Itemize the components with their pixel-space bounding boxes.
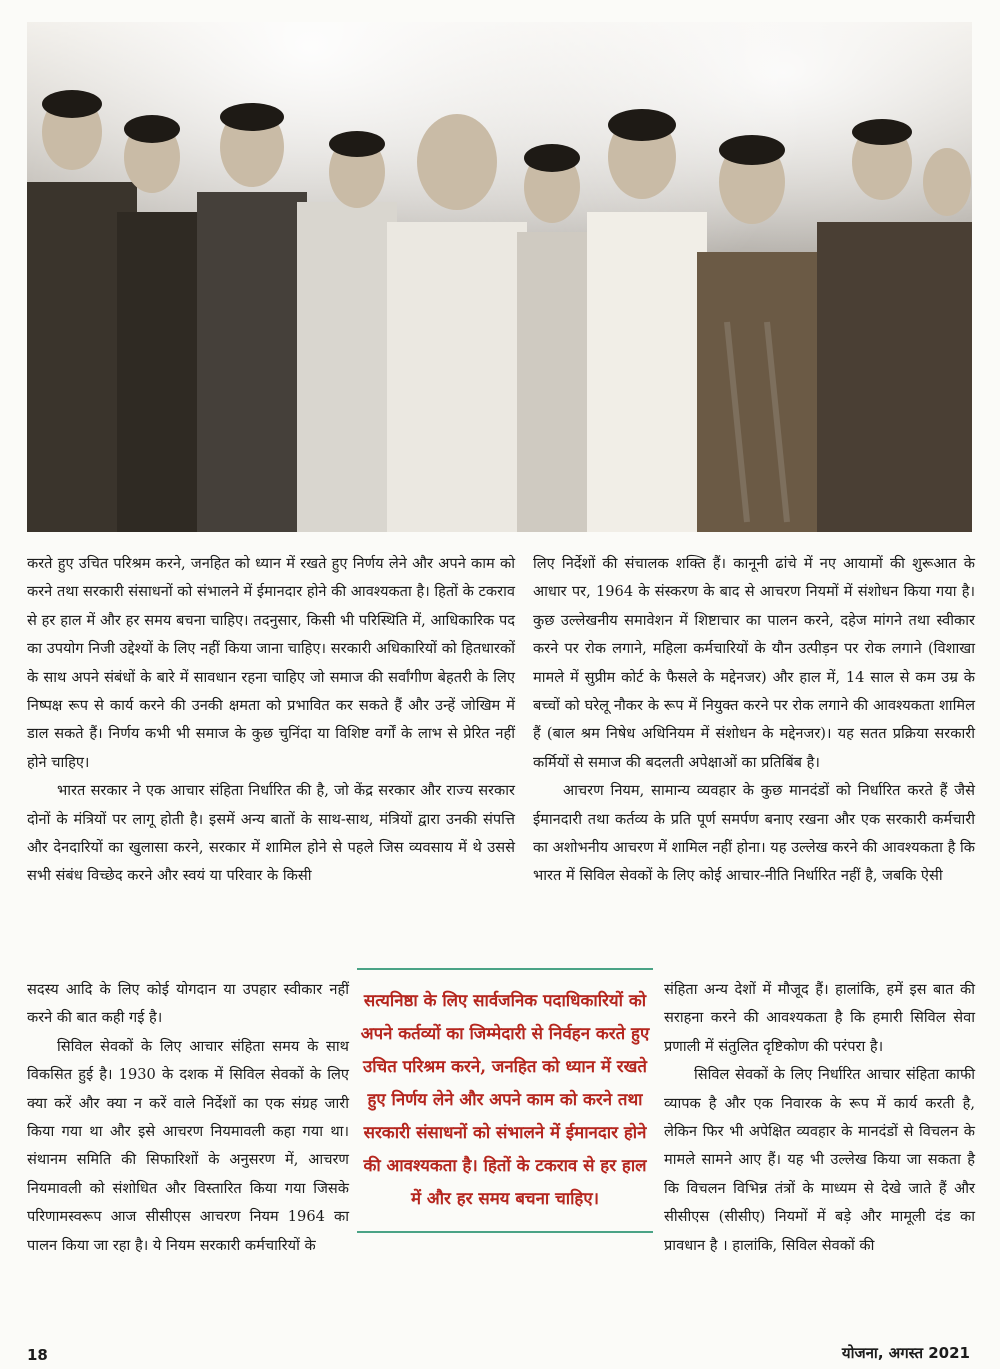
- page-number: 18: [27, 1346, 48, 1364]
- body-paragraph: सदस्य आदि के लिए कोई योगदान या उपहार स्वीकार नहीं करने की बात कही गई है।: [27, 981, 349, 1027]
- photo-figures-icon: [27, 22, 972, 532]
- right-column-lower: [664, 976, 975, 1260]
- left-column-top: [27, 550, 515, 891]
- body-paragraph: सिविल सेवकों के लिए निर्धारित आचार संहिता काफी व्यापक है और एक निवारक के रूप में कार्य करती है, लेकिन फिर भी अपेक्षित व्यवहार के मानदंडों से विचलन के मामले सामने आए हैं। यह भी उल्लेख किया जा सकता है कि विचलन विभिन्न तंत्रों के माध्यम से देखे जाते हैं और सीसीएस (सीसीए) नियमों में बड़े और मामूली दंड का प्रावधान है । हालांकि, सिविल सेवकों की: [664, 1066, 975, 1254]
- historical-group-photo: [27, 22, 972, 532]
- left-column-lower: [27, 976, 349, 1260]
- body-paragraph: आचरण नियम, सामान्य व्यवहार के कुछ मानदंडों को निर्धारित करते हैं जैसे ईमानदारी तथा कर्तव्य के प्रति पूर्ण समर्पण बनाए रखना और एक सरकारी कर्मचारी का अशोभनीय आचरण में शामिल नहीं होना। यह उल्लेख करने की आवश्यकता है कि भारत में सिविल सेवकों के लिए कोई आचार-नीति निर्धारित नहीं है, जबकि ऐसी: [533, 782, 975, 885]
- pull-quote: सत्यनिष्ठा के लिए सार्वजनिक पदाधिकारियों को अपने कर्तव्यों का जिम्मेदारी से निर्वहन करते हुए उचित परिश्रम करने, जनहित को ध्यान में रखते हुए निर्णय लेने और अपने काम को करने तथा सरकारी संसाधनों को संभालने में ईमानदार होने की आवश्यकता है। हितों के टकराव से हर हाल में और हर समय बचना चाहिए।: [357, 968, 653, 1233]
- body-paragraph: लिए निर्देशों की संचालक शक्ति हैं। कानूनी ढांचे में नए आयामों की शुरूआत के आधार पर, 1964 के संस्करण के बाद से आचरण नियमों में संशोधन किया गया है। कुछ उल्लेखनीय समावेशन में शिष्टाचार का पालन करने, दहेज मांगने तथा स्वीकार करने पर रोक लगाने, महिला कर्मचारियों के यौन उत्पीड़न पर रोक लगाने (विशाखा मामले में सुप्रीम कोर्ट के फैसले के मद्देनजर) और हाल में, 14 साल से कम उम्र के बच्चों को घरेलू नौकर के रूप में नियुक्त करने पर रोक लगाने की आवश्यकता शामिल हैं (बाल श्रम निषेध अधिनियम में संशोधन के मद्देनजर)। यह सतत प्रक्रिया सरकारी कर्मियों से समाज की बदलती अपेक्षाओं का प्रतिबिंब है।: [533, 555, 975, 771]
- right-column-top: [533, 550, 975, 891]
- body-paragraph: सिविल सेवकों के लिए आचार संहिता समय के साथ विकसित हुई है। 1930 के दशक में सिविल सेवकों के लिए क्या करें और क्या न करें वाले निर्देशों का एक संग्रह जारी किया गया था और इसे आचरण नियमावली कहा गया था। संथानम समिति की सिफारिशों के अनुसरण में, आचरण नियमावली को संशोधित और विस्तारित किया गया जिसके परिणामस्वरूप आज सीसीएस आचरण नियम 1964 का पालन किया जा रहा है। ये नियम सरकारी कर्मचारियों के: [27, 1037, 349, 1254]
- body-paragraph: करते हुए उचित परिश्रम करने, जनहित को ध्यान में रखते हुए निर्णय लेने और अपने काम को करने तथा सरकारी संसाधनों को संभालने में ईमानदार होने की आवश्यकता है। हितों के टकराव से हर हाल में और हर समय बचना चाहिए। तदनुसार, किसी भी परिस्थिति में, आधिकारिक पद का उपयोग निजी उद्देश्यों के लिए नहीं किया जाना चाहिए। सरकारी अधिकारियों को हितधारकों के साथ अपने संबंधों के बारे में सावधान रहना चाहिए जो समाज की सर्वांगीण बेहतरी के लिए निष्पक्ष रूप से कार्य करने की उनकी क्षमता को प्रभावित कर सकते हैं और उन्हें जोखिम में डाल सकते हैं। निर्णय कभी भी समाज के कुछ चुनिंदा या विशिष्ट वर्गों के लाभ से प्रेरित नहीं होने चाहिए।: [27, 555, 515, 771]
- body-paragraph: भारत सरकार ने एक आचार संहिता निर्धारित की है, जो केंद्र सरकार और राज्य सरकार दोनों के मंत्रियों पर लागू होती है। इसमें अन्य बातों के साथ-साथ, मंत्रियों द्वारा उनकी संपत्ति और देनदारियों का खुलासा करने, सरकार में शामिल होने से पहले जिस व्यवसाय में थे उससे सभी संबंध विच्छेद करने और स्वयं या परिवार के किसी: [27, 782, 515, 885]
- body-paragraph: संहिता अन्य देशों में मौजूद हैं। हालांकि, हमें इस बात की सराहना करने की आवश्यकता है कि हमारी सिविल सेवा प्रणाली में संतुलित दृष्टिकोण की परंपरा है।: [664, 981, 975, 1055]
- magazine-footer: योजना, अगस्त 2021: [841, 1344, 970, 1362]
